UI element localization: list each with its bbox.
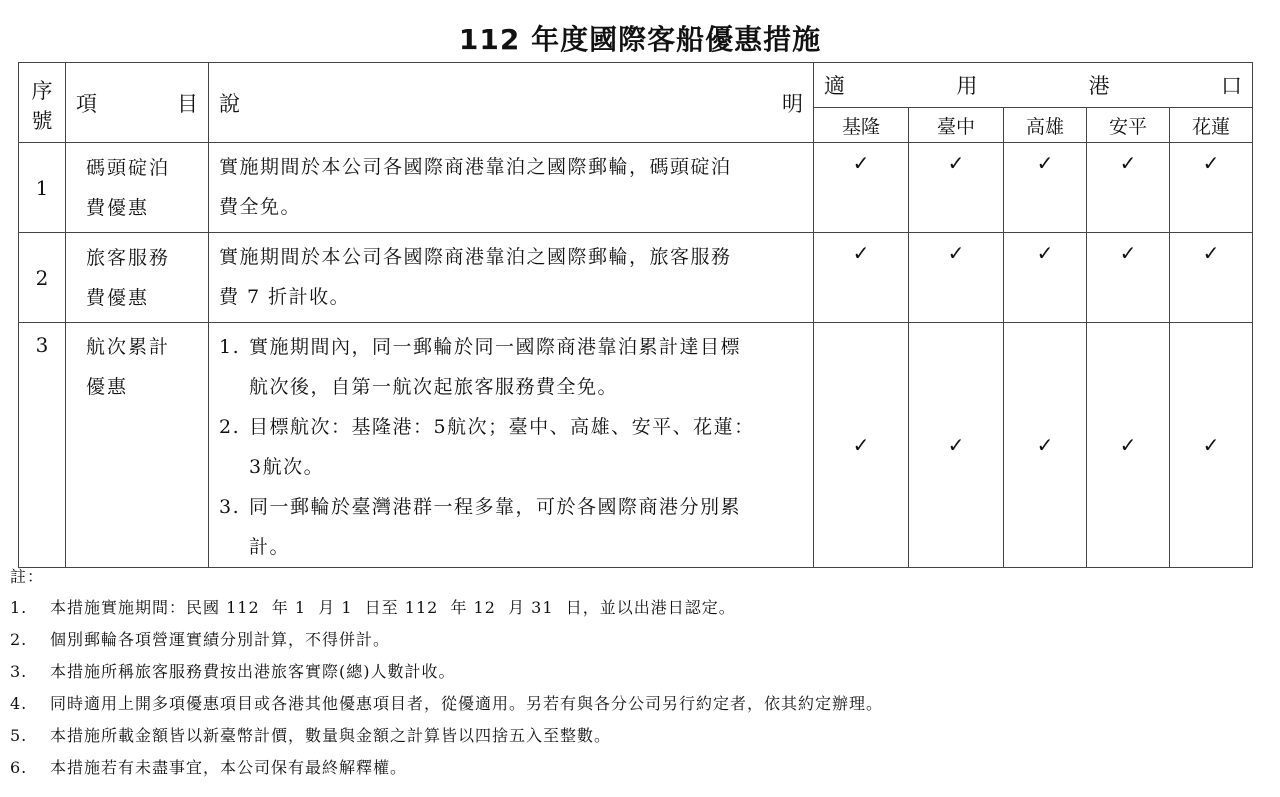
note-text: 本措施若有未盡事宜，本公司保有最終解釋權。 xyxy=(50,758,408,777)
header-seq-char-1: 序 xyxy=(31,78,53,103)
note-text: 個別郵輪各項營運實績分別計算，不得併計。 xyxy=(50,630,391,649)
note-item xyxy=(10,688,1270,720)
check-icon: ✓ xyxy=(1170,143,1253,233)
header-desc-char-2: 明 xyxy=(782,91,803,116)
measures-table xyxy=(18,62,1253,568)
note-num: 5. xyxy=(10,726,28,745)
notes-heading: 註： xyxy=(10,567,45,586)
header-desc-char-1: 說 xyxy=(219,91,240,116)
check-icon: ✓ xyxy=(1170,323,1253,568)
note-num: 3. xyxy=(10,662,28,681)
port-taichung: 臺中 xyxy=(909,108,1004,143)
header-item-char-1: 項 xyxy=(76,91,97,116)
row-item-line: 旅客服務 xyxy=(86,246,171,269)
note-text: 本措施所載金額皆以新臺幣計價，數量與金額之計算皆以四捨五入至整數。 xyxy=(50,726,612,745)
row-desc-line: 航次後，自第一航次起旅客服務費全免。 xyxy=(249,376,619,398)
check-icon: ✓ xyxy=(1004,143,1087,233)
port-anping: 安平 xyxy=(1087,108,1170,143)
header-seq xyxy=(19,63,66,143)
check-icon: ✓ xyxy=(1170,233,1253,323)
check-icon: ✓ xyxy=(814,323,909,568)
check-icon: ✓ xyxy=(1087,143,1170,233)
note-text: 同時適用上開多項優惠項目或各港其他優惠項目者，從優適用。另若有與各分公司另行約定者，依其約定辦理。 xyxy=(50,694,884,713)
table-row xyxy=(19,233,1253,323)
check-icon: ✓ xyxy=(814,143,909,233)
row-desc-line: 費 7 折計收。 xyxy=(219,286,351,308)
row-desc-line: 3航次。 xyxy=(249,456,325,478)
note-item xyxy=(10,752,1270,784)
note-item xyxy=(10,656,1270,688)
header-seq-char-2: 號 xyxy=(31,108,53,133)
note-text: 本措施實施期間：民國 112 年 1 月 1 日至 112 年 12 月 31 日，並以出港日認定。 xyxy=(50,598,736,617)
row-desc-line: 同一郵輪於臺灣港群一程多靠，可於各國際商港分別累 xyxy=(249,496,742,518)
desc-list-item xyxy=(219,407,805,487)
row-desc-line: 計。 xyxy=(249,536,291,558)
port-kaohsiung: 高雄 xyxy=(1004,108,1087,143)
row-item-line: 碼頭碇泊 xyxy=(86,156,171,179)
note-num: 1. xyxy=(10,598,28,617)
check-icon: ✓ xyxy=(814,233,909,323)
desc-list-num: 3. xyxy=(219,496,241,518)
desc-list-num: 2. xyxy=(219,416,241,438)
header-row xyxy=(19,63,1253,108)
row-desc xyxy=(209,323,814,568)
note-num: 4. xyxy=(10,694,28,713)
row-seq: 1 xyxy=(19,143,66,233)
note-num: 6. xyxy=(10,758,28,777)
check-icon: ✓ xyxy=(909,233,1004,323)
note-num: 2. xyxy=(10,630,28,649)
row-item-line: 優惠 xyxy=(86,376,129,398)
header-desc xyxy=(209,63,814,143)
header-ports-char-1: 適 xyxy=(824,74,845,98)
header-item-char-2: 目 xyxy=(177,91,198,116)
check-icon: ✓ xyxy=(909,143,1004,233)
header-ports-group xyxy=(814,63,1253,108)
header-ports-char-4: 口 xyxy=(1220,74,1242,98)
row-item-line: 費優惠 xyxy=(86,196,150,219)
table-row xyxy=(19,323,1253,568)
row-desc xyxy=(209,143,814,233)
note-item xyxy=(10,592,1270,624)
row-desc-line: 實施期間於本公司各國際商港靠泊之國際郵輪，碼頭碇泊 xyxy=(219,156,732,178)
port-hualien: 花蓮 xyxy=(1170,108,1253,143)
row-desc xyxy=(209,233,814,323)
check-icon: ✓ xyxy=(1004,233,1087,323)
row-desc-line: 費全免。 xyxy=(219,196,302,218)
port-keelung: 基隆 xyxy=(814,108,909,143)
note-item xyxy=(10,624,1270,656)
row-desc-line: 目標航次：基隆港：5航次；臺中、高雄、安平、花蓮： xyxy=(249,416,755,438)
row-item xyxy=(66,143,209,233)
check-icon: ✓ xyxy=(909,323,1004,568)
table-row xyxy=(19,143,1253,233)
header-ports-char-2: 用 xyxy=(956,74,978,98)
row-desc-line: 實施期間於本公司各國際商港靠泊之國際郵輪，旅客服務 xyxy=(219,246,732,268)
desc-list-num: 1. xyxy=(219,336,241,358)
row-seq: 2 xyxy=(19,233,66,323)
note-item xyxy=(10,720,1270,752)
notes-section xyxy=(10,562,1270,784)
row-item-line: 航次累計 xyxy=(86,336,171,358)
row-seq: 3 xyxy=(19,323,66,568)
note-text: 本措施所稱旅客服務費按出港旅客實際(總)人數計收。 xyxy=(50,662,456,681)
check-icon: ✓ xyxy=(1087,233,1170,323)
check-icon: ✓ xyxy=(1004,323,1087,568)
header-item xyxy=(66,63,209,143)
row-item xyxy=(66,323,209,568)
header-ports-char-3: 港 xyxy=(1088,74,1110,98)
row-desc-line: 實施期間內，同一郵輪於同一國際商港靠泊累計達目標 xyxy=(249,336,742,358)
desc-list-item xyxy=(219,327,805,407)
row-item-line: 費優惠 xyxy=(86,286,150,309)
desc-list-item xyxy=(219,487,805,567)
row-item xyxy=(66,233,209,323)
check-icon: ✓ xyxy=(1087,323,1170,568)
page-title: 112 年度國際客船優惠措施 xyxy=(458,23,822,56)
